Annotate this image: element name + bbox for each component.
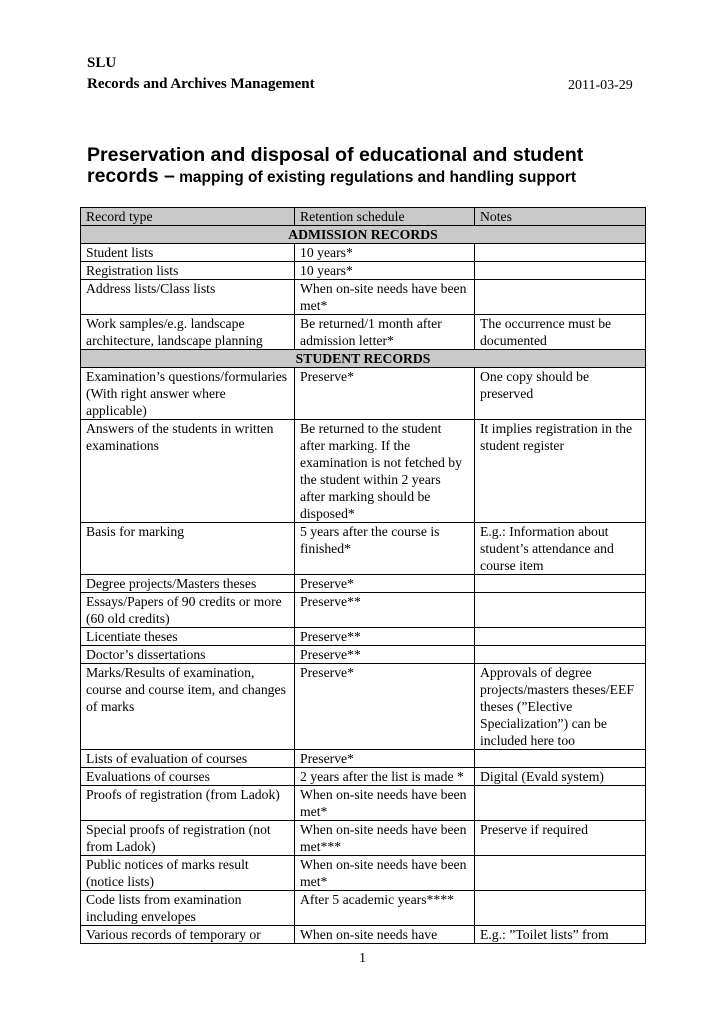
record-type-cell: Doctor’s dissertations — [81, 646, 295, 664]
record-type-cell: Student lists — [81, 244, 295, 262]
notes-cell — [475, 244, 646, 262]
retention-schedule-cell: 10 years* — [295, 244, 475, 262]
notes-cell — [475, 856, 646, 891]
retention-schedule-cell: 2 years after the list is made * — [295, 768, 475, 786]
retention-schedule-cell: After 5 academic years**** — [295, 891, 475, 926]
record-type-cell: Basis for marking — [81, 523, 295, 575]
table-row — [81, 280, 646, 315]
notes-cell — [475, 593, 646, 628]
notes-cell — [475, 575, 646, 593]
organization-name: SLU — [87, 55, 117, 71]
notes-cell — [475, 280, 646, 315]
notes-cell — [475, 891, 646, 926]
notes-cell — [475, 786, 646, 821]
record-type-cell: Proofs of registration (from Ladok) — [81, 786, 295, 821]
notes-cell: Preserve if required — [475, 821, 646, 856]
retention-schedule-cell: When on-site needs have been met* — [295, 280, 475, 315]
record-type-cell: Marks/Results of examination, course and course item, and changes of marks — [81, 664, 295, 750]
document-title-line2 — [87, 164, 576, 190]
table-row — [81, 244, 646, 262]
retention-schedule-cell: Preserve* — [295, 664, 475, 750]
table-row — [81, 664, 646, 750]
column-header-retention-schedule: Retention schedule — [295, 208, 475, 226]
retention-schedule-cell: When on-site needs have — [295, 926, 475, 944]
table-row — [81, 593, 646, 628]
table-row — [81, 575, 646, 593]
retention-schedule-cell: Be returned to the student after marking. If the examination is not fetched by the student within 2 years after marking should be disposed* — [295, 420, 475, 523]
retention-schedule-cell: Preserve** — [295, 593, 475, 628]
retention-schedule-cell: When on-site needs have been met*** — [295, 821, 475, 856]
document-subtitle: mapping of existing regulations and handling support — [174, 169, 577, 186]
notes-cell: Digital (Evald system) — [475, 768, 646, 786]
document-date: 2011-03-29 — [568, 78, 633, 93]
table-row — [81, 523, 646, 575]
table-row — [81, 856, 646, 891]
table-row — [81, 262, 646, 280]
notes-cell — [475, 628, 646, 646]
table-row — [81, 628, 646, 646]
page-number: 1 — [359, 950, 366, 965]
notes-cell: The occurrence must be documented — [475, 315, 646, 350]
notes-cell: Approvals of degree projects/masters theses/EEF theses (”Elective Specialization”) can be included here too — [475, 664, 646, 750]
table-row — [81, 891, 646, 926]
record-type-cell: Licentiate theses — [81, 628, 295, 646]
section-header-row — [81, 350, 646, 368]
table-row — [81, 821, 646, 856]
table-row — [81, 768, 646, 786]
record-type-cell: Evaluations of courses — [81, 768, 295, 786]
records-table — [80, 207, 646, 944]
retention-schedule-cell: When on-site needs have been met* — [295, 786, 475, 821]
record-type-cell: Various records of temporary or — [81, 926, 295, 944]
table-row — [81, 786, 646, 821]
retention-schedule-cell: Preserve** — [295, 646, 475, 664]
record-type-cell: Address lists/Class lists — [81, 280, 295, 315]
retention-schedule-cell: Preserve* — [295, 368, 475, 420]
record-type-cell: Lists of evaluation of courses — [81, 750, 295, 768]
retention-schedule-cell: Be returned/1 month after admission letter* — [295, 315, 475, 350]
section-title: ADMISSION RECORDS — [81, 226, 646, 244]
record-type-cell: Code lists from examination including envelopes — [81, 891, 295, 926]
table-row — [81, 315, 646, 350]
notes-cell: One copy should be preserved — [475, 368, 646, 420]
table-row — [81, 420, 646, 523]
retention-schedule-cell: Preserve* — [295, 750, 475, 768]
record-type-cell: Examination’s questions/formularies (With right answer where applicable) — [81, 368, 295, 420]
notes-cell — [475, 646, 646, 664]
column-header-record-type: Record type — [81, 208, 295, 226]
document-title: Preservation and disposal of educational and student — [87, 144, 584, 166]
table-row — [81, 646, 646, 664]
section-header-row — [81, 226, 646, 244]
record-type-cell: Work samples/e.g. landscape architecture, landscape planning — [81, 315, 295, 350]
column-header-notes: Notes — [475, 208, 646, 226]
department-name: Records and Archives Management — [87, 76, 315, 92]
retention-schedule-cell: Preserve* — [295, 575, 475, 593]
document-title-records: records – — [87, 165, 175, 187]
record-type-cell: Answers of the students in written examinations — [81, 420, 295, 523]
notes-cell — [475, 750, 646, 768]
table-row — [81, 368, 646, 420]
retention-schedule-cell: Preserve** — [295, 628, 475, 646]
notes-cell: E.g.: ”Toilet lists” from — [475, 926, 646, 944]
section-title: STUDENT RECORDS — [81, 350, 646, 368]
retention-schedule-cell: 5 years after the course is finished* — [295, 523, 475, 575]
notes-cell: It implies registration in the student register — [475, 420, 646, 523]
notes-cell — [475, 262, 646, 280]
table-row — [81, 750, 646, 768]
record-type-cell: Degree projects/Masters theses — [81, 575, 295, 593]
record-type-cell: Special proofs of registration (not from Ladok) — [81, 821, 295, 856]
table-body — [81, 226, 646, 944]
record-type-cell: Registration lists — [81, 262, 295, 280]
retention-schedule-cell: 10 years* — [295, 262, 475, 280]
retention-schedule-cell: When on-site needs have been met* — [295, 856, 475, 891]
record-type-cell: Essays/Papers of 90 credits or more (60 old credits) — [81, 593, 295, 628]
table-row — [81, 926, 646, 944]
notes-cell: E.g.: Information about student’s attendance and course item — [475, 523, 646, 575]
record-type-cell: Public notices of marks result (notice lists) — [81, 856, 295, 891]
table-header-row — [81, 208, 646, 226]
